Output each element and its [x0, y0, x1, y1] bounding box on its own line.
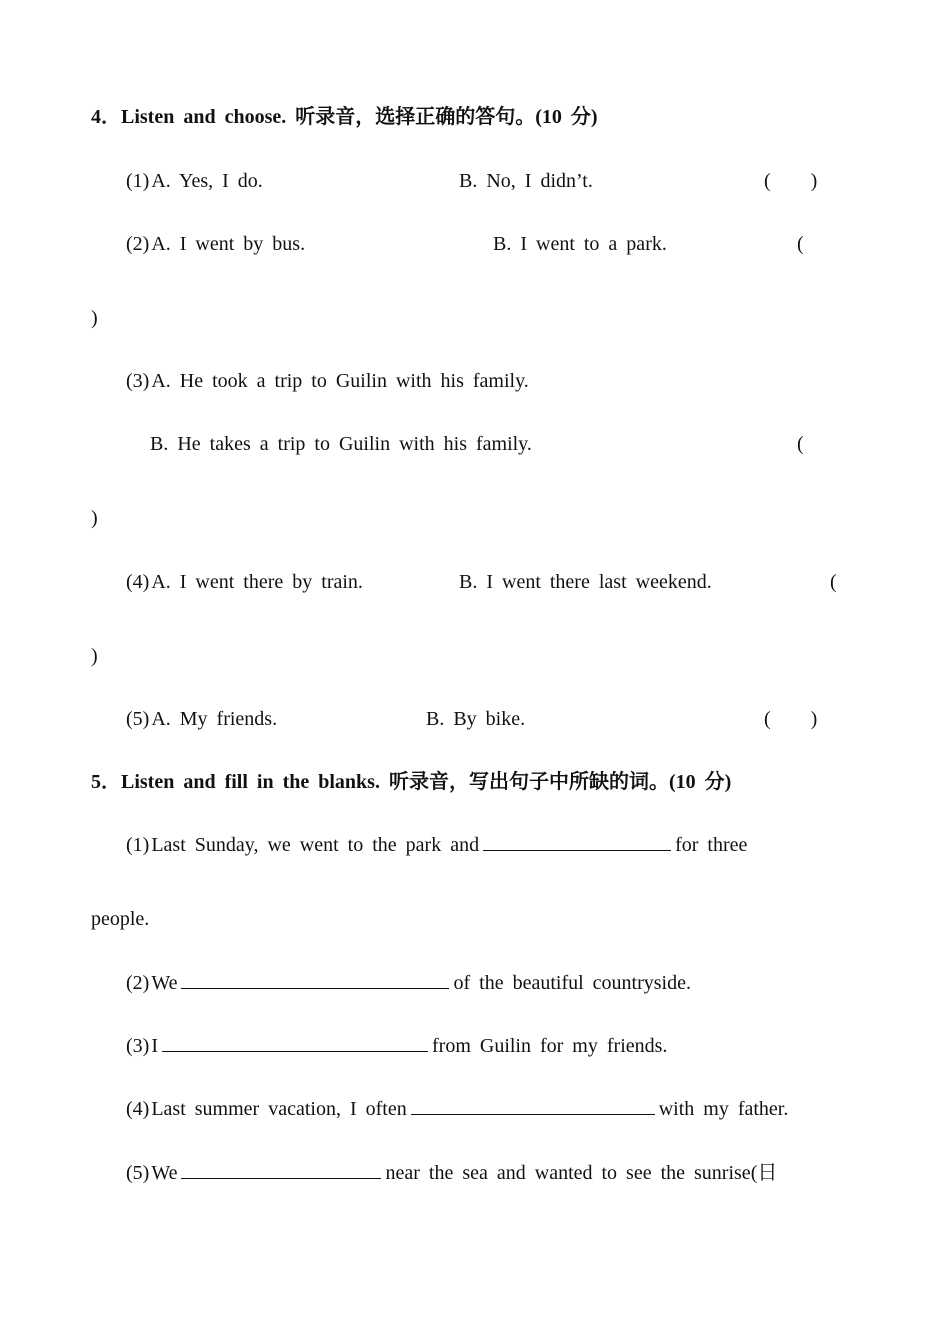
s4-q5-number: (5)	[126, 708, 150, 730]
s5-q4-post: with my father.	[658, 1098, 789, 1120]
s4-q2-option-b: B. I went to a park.	[493, 233, 667, 255]
s5-q1-pre: Last Sunday, we went to the park and	[151, 834, 480, 856]
s5-q1-line	[126, 832, 747, 858]
s4-q3-option-a	[126, 368, 529, 394]
s4-q2-a-text: A. I went by bus.	[151, 233, 306, 255]
s4-q5-option-b: B. By bike.	[426, 708, 526, 730]
s4-q3-paren-open[interactable]: (	[797, 433, 804, 455]
s4-q4-option-a	[126, 569, 363, 595]
s4-q5-option-a	[126, 706, 277, 732]
s5-q2-line	[126, 970, 691, 996]
s5-q1-blank[interactable]	[483, 832, 671, 851]
s5-q4-number: (4)	[126, 1098, 150, 1120]
s5-q1-number: (1)	[126, 834, 150, 856]
s5-q5-post: near the sea and wanted to see the sunrise(日	[385, 1162, 778, 1184]
s5-q3-number: (3)	[126, 1035, 150, 1057]
s5-q2-pre: We	[151, 972, 178, 994]
s4-q4-number: (4)	[126, 571, 150, 593]
s4-q1-option-a	[126, 168, 263, 194]
s5-q4-blank[interactable]	[411, 1096, 655, 1115]
s5-q1-post: for three	[675, 834, 748, 856]
s5-q3-pre: I	[151, 1035, 158, 1057]
s4-q5-a-text: A. My friends.	[151, 708, 278, 730]
s4-q2-paren-close: )	[91, 307, 98, 329]
s5-q5-pre: We	[151, 1162, 178, 1184]
s4-q1-answer-paren[interactable]: ( )	[764, 170, 818, 192]
s4-q1-number: (1)	[126, 170, 150, 192]
s5-q3-blank[interactable]	[162, 1033, 428, 1052]
s5-q2-post: of the beautiful countryside.	[453, 972, 691, 994]
s4-q5-answer-paren[interactable]: ( )	[764, 708, 818, 730]
s5-q4-pre: Last summer vacation, I often	[151, 1098, 407, 1120]
s4-q1-a-text: A. Yes, I do.	[151, 170, 263, 192]
s4-q3-a-text: A. He took a trip to Guilin with his family.	[151, 370, 529, 392]
s5-q3-post: from Guilin for my friends.	[432, 1035, 668, 1057]
s5-q2-blank[interactable]	[181, 970, 449, 989]
s4-q4-paren-close: )	[91, 645, 98, 667]
s4-q2-number: (2)	[126, 233, 150, 255]
s5-q4-line	[126, 1096, 788, 1122]
s4-q3-option-b: B. He takes a trip to Guilin with his family.	[150, 433, 532, 455]
s4-q4-paren-open[interactable]: (	[830, 571, 837, 593]
s4-q4-a-text: A. I went there by train.	[151, 571, 363, 593]
s5-q5-line	[126, 1160, 777, 1186]
section-4-title: 4．Listen and choose. 听录音，选择正确的答句。(10 分)	[91, 106, 598, 128]
s4-q2-paren-open[interactable]: (	[797, 233, 804, 255]
s4-q2-option-a	[126, 231, 305, 257]
s4-q1-option-b: B. No, I didn’t.	[459, 170, 593, 192]
s4-q3-paren-close: )	[91, 507, 98, 529]
section-5-title: 5．Listen and fill in the blanks. 听录音，写出句子中所缺的词。(10 分)	[91, 771, 732, 793]
s5-q2-number: (2)	[126, 972, 150, 994]
s4-q4-option-b: B. I went there last weekend.	[459, 571, 712, 593]
s5-q5-blank[interactable]	[181, 1160, 381, 1179]
s5-q1-continuation: people.	[91, 908, 150, 930]
s4-q3-number: (3)	[126, 370, 150, 392]
s5-q3-line	[126, 1033, 667, 1059]
s5-q5-number: (5)	[126, 1162, 150, 1184]
